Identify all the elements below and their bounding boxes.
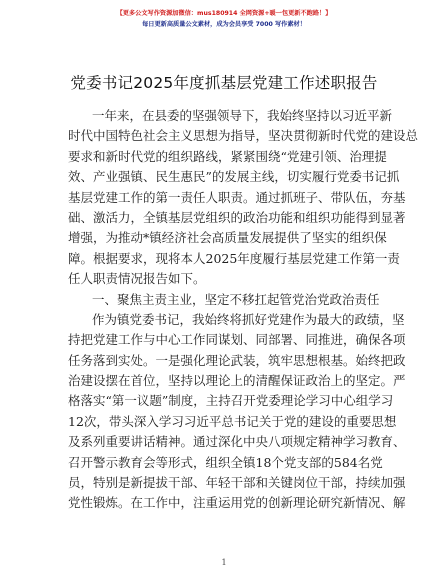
section-heading: 一、聚焦主责主业，坚定不移扛起管党治党政治责任 bbox=[92, 291, 380, 307]
page-number: 1 bbox=[221, 558, 227, 567]
paragraph-line: 12次，带头深入学习习近平总书记关于党的建设的重要思想 bbox=[68, 413, 397, 429]
promo-banner-line1: 【更多公文写作资源加微信：mus180914 全网资源+暖一包更新不跑路！】 bbox=[116, 10, 332, 17]
paragraph-line: 增强，为推动*镇经济社会高质量发展提供了坚实的组织保 bbox=[68, 230, 387, 246]
paragraph-line: 持把党建工作与中心工作同谋划、同部署、同推进，确保各项 bbox=[68, 332, 406, 348]
promo-banner-line2: 每日更新高质量公文素材，成为会员享受 7000 写作素材！ bbox=[142, 21, 306, 28]
paragraph-line: 要求和新时代党的组织路线，紧紧围绕“党建引领、治理提 bbox=[68, 148, 387, 164]
document-title: 党委书记2025年度抓基层党建工作述职报告 bbox=[70, 74, 378, 92]
paragraph-line: 效、产业强镇、民生惠民”的发展主线，切实履行党委书记抓 bbox=[68, 169, 400, 185]
paragraph-line: 及系列重要讲话精神。通过深化中央八项规定精神学习教育、 bbox=[68, 434, 406, 450]
paragraph-line: 任人职责情况报告如下。 bbox=[68, 271, 206, 287]
paragraph-line: 任务落到实处。一是强化理论武装，筑牢思想根基。始终把政 bbox=[68, 352, 406, 368]
paragraph-line: 时代中国特色社会主义思想为指导，坚决贯彻新时代党的建设总 bbox=[68, 128, 419, 144]
paragraph-line: 员，特别是新提拔干部、年轻干部和关键岗位干部，持续加强 bbox=[68, 475, 406, 491]
document-body bbox=[68, 106, 419, 514]
paragraph-line: 作为镇党委书记，我始终将抓好党建作为最大的政绩，坚 bbox=[92, 311, 405, 327]
paragraph-line: 础、激活力，全镇基层党组织的政治功能和组织功能得到显著 bbox=[68, 209, 406, 225]
paragraph-line: 召开警示教育会等形式，组织全镇18个党支部的584名党 bbox=[68, 454, 383, 470]
paragraph-line: 一年来，在县委的坚强领导下，我始终坚持以习近平新 bbox=[92, 108, 393, 123]
paragraph-line: 党性锻炼。在工作中，注重运用党的创新理论研究新情况、解 bbox=[68, 495, 406, 511]
paragraph-line: 障。根据要求，现将本人2025年度履行基层党建工作第一责 bbox=[68, 250, 400, 266]
paragraph-line: 基层党建工作的第一责任人职责。通过抓班子、带队伍，夯基 bbox=[68, 189, 406, 205]
paragraph-line: 格落实“第一议题”制度，主持召开党委理论学习中心组学习 bbox=[68, 393, 394, 409]
paragraph-line: 治建设摆在首位，坚持以理论上的清醒保证政治上的坚定。严 bbox=[68, 373, 406, 389]
